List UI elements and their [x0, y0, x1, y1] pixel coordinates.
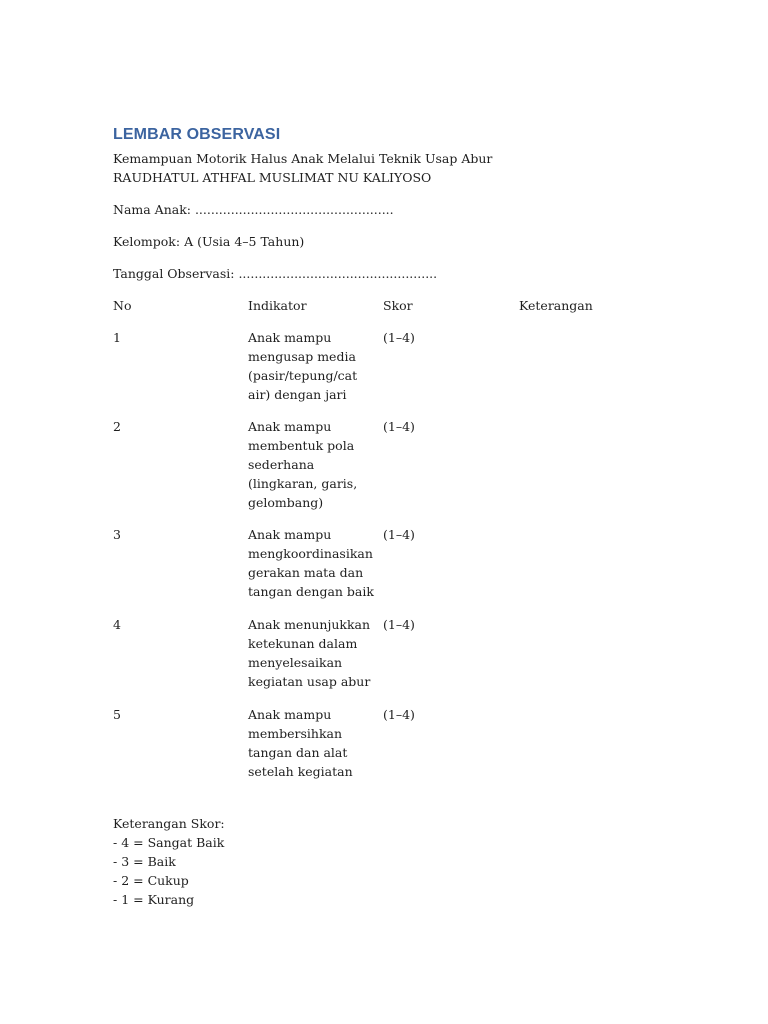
indikator-line: ketekunan dalam — [248, 636, 358, 651]
indikator-line: tangan dan alat — [248, 745, 348, 760]
legend-item: - 3 = Baik — [113, 854, 176, 869]
field-nama-anak: Nama Anak: .................................................. — [113, 202, 394, 217]
indikator-line: mengkoordinasikan — [248, 546, 373, 561]
legend-item: - 1 = Kurang — [113, 892, 195, 907]
row-indikator — [248, 328, 357, 404]
row-skor: (1–4) — [383, 707, 415, 722]
row-number: 4 — [113, 617, 121, 632]
row-number: 5 — [113, 707, 121, 722]
row-indikator — [248, 705, 353, 781]
table-header-skor: Skor — [383, 298, 413, 313]
legend-item: - 2 = Cukup — [113, 873, 189, 888]
indikator-line: Anak mampu — [248, 707, 332, 722]
row-indikator — [248, 525, 374, 601]
indikator-line: tangan dengan baik — [248, 584, 374, 599]
page-title: LEMBAR OBSERVASI — [113, 126, 281, 143]
indikator-line: Anak menunjukkan — [248, 617, 371, 632]
indikator-line: menyelesaikan — [248, 655, 343, 670]
indikator-line: (lingkaran, garis, — [248, 476, 358, 491]
indikator-line: Anak mampu — [248, 330, 332, 345]
row-skor: (1–4) — [383, 617, 415, 632]
indikator-line: mengusap media — [248, 349, 356, 364]
table-header-indikator: Indikator — [248, 298, 307, 313]
legend-heading: Keterangan Skor: — [113, 816, 225, 831]
row-skor: (1–4) — [383, 527, 415, 542]
row-number: 2 — [113, 419, 121, 434]
legend-item: - 4 = Sangat Baik — [113, 835, 225, 850]
table-header-keterangan: Keterangan — [519, 298, 593, 313]
indikator-line: membersihkan — [248, 726, 343, 741]
field-kelompok: Kelompok: A (Usia 4–5 Tahun) — [113, 234, 305, 249]
row-number: 1 — [113, 330, 121, 345]
field-tanggal-observasi: Tanggal Observasi: .................................................. — [113, 266, 438, 281]
row-indikator — [248, 417, 357, 512]
indikator-line: gelombang) — [248, 495, 324, 510]
indikator-line: sederhana — [248, 457, 315, 472]
row-indikator — [248, 615, 370, 691]
table-header-no: No — [113, 298, 132, 313]
institution-name: RAUDHATUL ATHFAL MUSLIMAT NU KALIYOSO — [113, 170, 432, 185]
row-skor: (1–4) — [383, 419, 415, 434]
indikator-line: air) dengan jari — [248, 387, 347, 402]
indikator-line: setelah kegiatan — [248, 764, 353, 779]
indikator-line: (pasir/tepung/cat — [248, 368, 358, 383]
row-skor: (1–4) — [383, 330, 415, 345]
subtitle: Kemampuan Motorik Halus Anak Melalui Teknik Usap Abur — [113, 151, 493, 166]
indikator-line: Anak mampu — [248, 527, 332, 542]
indikator-line: membentuk pola — [248, 438, 355, 453]
indikator-line: Anak mampu — [248, 419, 332, 434]
row-number: 3 — [113, 527, 121, 542]
indikator-line: kegiatan usap abur — [248, 674, 371, 689]
score-legend — [113, 814, 225, 909]
indikator-line: gerakan mata dan — [248, 565, 364, 580]
